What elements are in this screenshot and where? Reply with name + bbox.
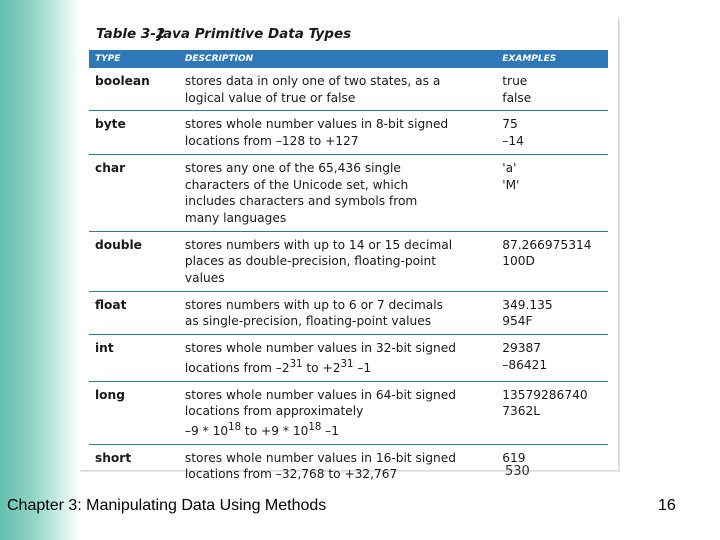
table-title	[96, 26, 351, 42]
type-cell: long	[89, 381, 179, 444]
example-value: 87.266975314	[502, 237, 592, 252]
description-cell	[179, 231, 496, 291]
table-row	[89, 291, 608, 334]
description-line: stores numbers with up to 14 or 15 decimal	[184, 237, 453, 252]
examples-cell	[496, 154, 608, 231]
example-value: 'a'	[502, 160, 517, 175]
table-row	[89, 381, 608, 444]
header-type: TYPE	[89, 50, 179, 68]
table-figure	[80, 18, 619, 482]
description-cell	[179, 111, 496, 154]
example-value: 7362L	[502, 404, 541, 419]
side-gradient-bar	[0, 0, 80, 540]
range-exponent: 31	[340, 358, 354, 370]
range-exponent: 31	[289, 358, 303, 370]
range-exponent: 18	[228, 422, 242, 434]
example-value: 29387	[502, 341, 542, 356]
type-cell: short	[95, 450, 132, 465]
description-line: values	[184, 271, 225, 286]
description-line: stores whole number values in 32-bit signed	[184, 341, 456, 356]
example-value: –86421	[502, 357, 548, 372]
example-value: 13579286740	[502, 387, 588, 402]
example-value: 619	[502, 450, 526, 465]
table-row	[89, 111, 608, 154]
table-row	[89, 154, 608, 231]
example-value: 100D	[502, 254, 535, 269]
description-line: characters of the Unicode set, which	[184, 177, 409, 192]
range-suffix: –1	[321, 424, 340, 439]
example-value: 954F	[502, 314, 533, 329]
header-examples: EXAMPLES	[496, 50, 608, 68]
example-value: 75	[502, 117, 518, 132]
book-page-number: 530	[505, 464, 530, 479]
description-cell	[179, 68, 496, 111]
range-prefix: –9 * 10	[184, 424, 229, 439]
header-description: DESCRIPTION	[179, 50, 496, 68]
data-types-table	[89, 50, 608, 487]
description-line: places as double-precision, floating-point	[184, 254, 436, 269]
slide-number: 16	[658, 497, 676, 514]
example-value: 'M'	[502, 177, 520, 192]
description-line: stores whole number values in 8-bit signed	[184, 117, 449, 132]
range-prefix: locations from –2	[184, 360, 290, 375]
description-line: includes characters and symbols from	[184, 194, 418, 209]
footer-chapter-title: Chapter 3: Manipulating Data Using Methods	[7, 497, 327, 514]
description-cell	[179, 335, 496, 381]
description-line: as single-precision, floating-point values	[184, 314, 432, 329]
example-value: 349.135	[502, 297, 553, 312]
examples-cell	[496, 291, 608, 334]
table-number: Table 3-2	[96, 26, 166, 42]
type-cell: float	[89, 291, 179, 334]
table-title-text: Java Primitive Data Types	[158, 26, 352, 42]
table-row	[89, 335, 608, 381]
description-line: stores whole number values in 64-bit signed	[184, 387, 456, 402]
range-suffix: –1	[353, 360, 372, 375]
examples-cell	[496, 335, 608, 381]
description-line: logical value of true or false	[184, 90, 356, 105]
examples-cell	[496, 68, 608, 111]
table-row	[89, 231, 608, 291]
range-middle: to +9 * 10	[241, 424, 309, 439]
range-middle: to +2	[302, 360, 341, 375]
description-cell	[179, 154, 496, 231]
description-line: locations from approximately	[184, 404, 364, 419]
range-exponent: 18	[308, 422, 322, 434]
type-cell: char	[89, 154, 179, 231]
description-cell	[179, 444, 496, 487]
description-cell	[179, 291, 496, 334]
description-line: locations from –128 to +127	[184, 134, 359, 149]
type-cell: boolean	[89, 68, 179, 111]
example-value: false	[502, 90, 532, 105]
description-line: locations from –32,768 to +32,767	[184, 467, 398, 482]
examples-cell	[496, 381, 608, 444]
table-row	[89, 68, 608, 111]
description-line: stores numbers with up to 6 or 7 decimals	[184, 297, 443, 312]
examples-cell	[496, 231, 608, 291]
type-cell: int	[89, 335, 179, 381]
description-line: stores data in only one of two states, as a	[184, 74, 441, 88]
type-cell: byte	[89, 111, 179, 154]
example-value: –14	[502, 134, 524, 149]
long-range-line	[185, 420, 496, 440]
table-row	[89, 444, 608, 487]
description-line: stores whole number values in 16-bit signed	[184, 450, 456, 465]
type-cell: double	[89, 231, 179, 291]
examples-cell	[496, 111, 608, 154]
example-value: true	[502, 74, 528, 88]
table-header-row	[89, 50, 608, 68]
int-range-line	[185, 357, 496, 377]
description-line: stores any one of the 65,436 single	[184, 160, 401, 175]
description-line: many languages	[184, 210, 287, 225]
description-cell	[179, 381, 496, 444]
